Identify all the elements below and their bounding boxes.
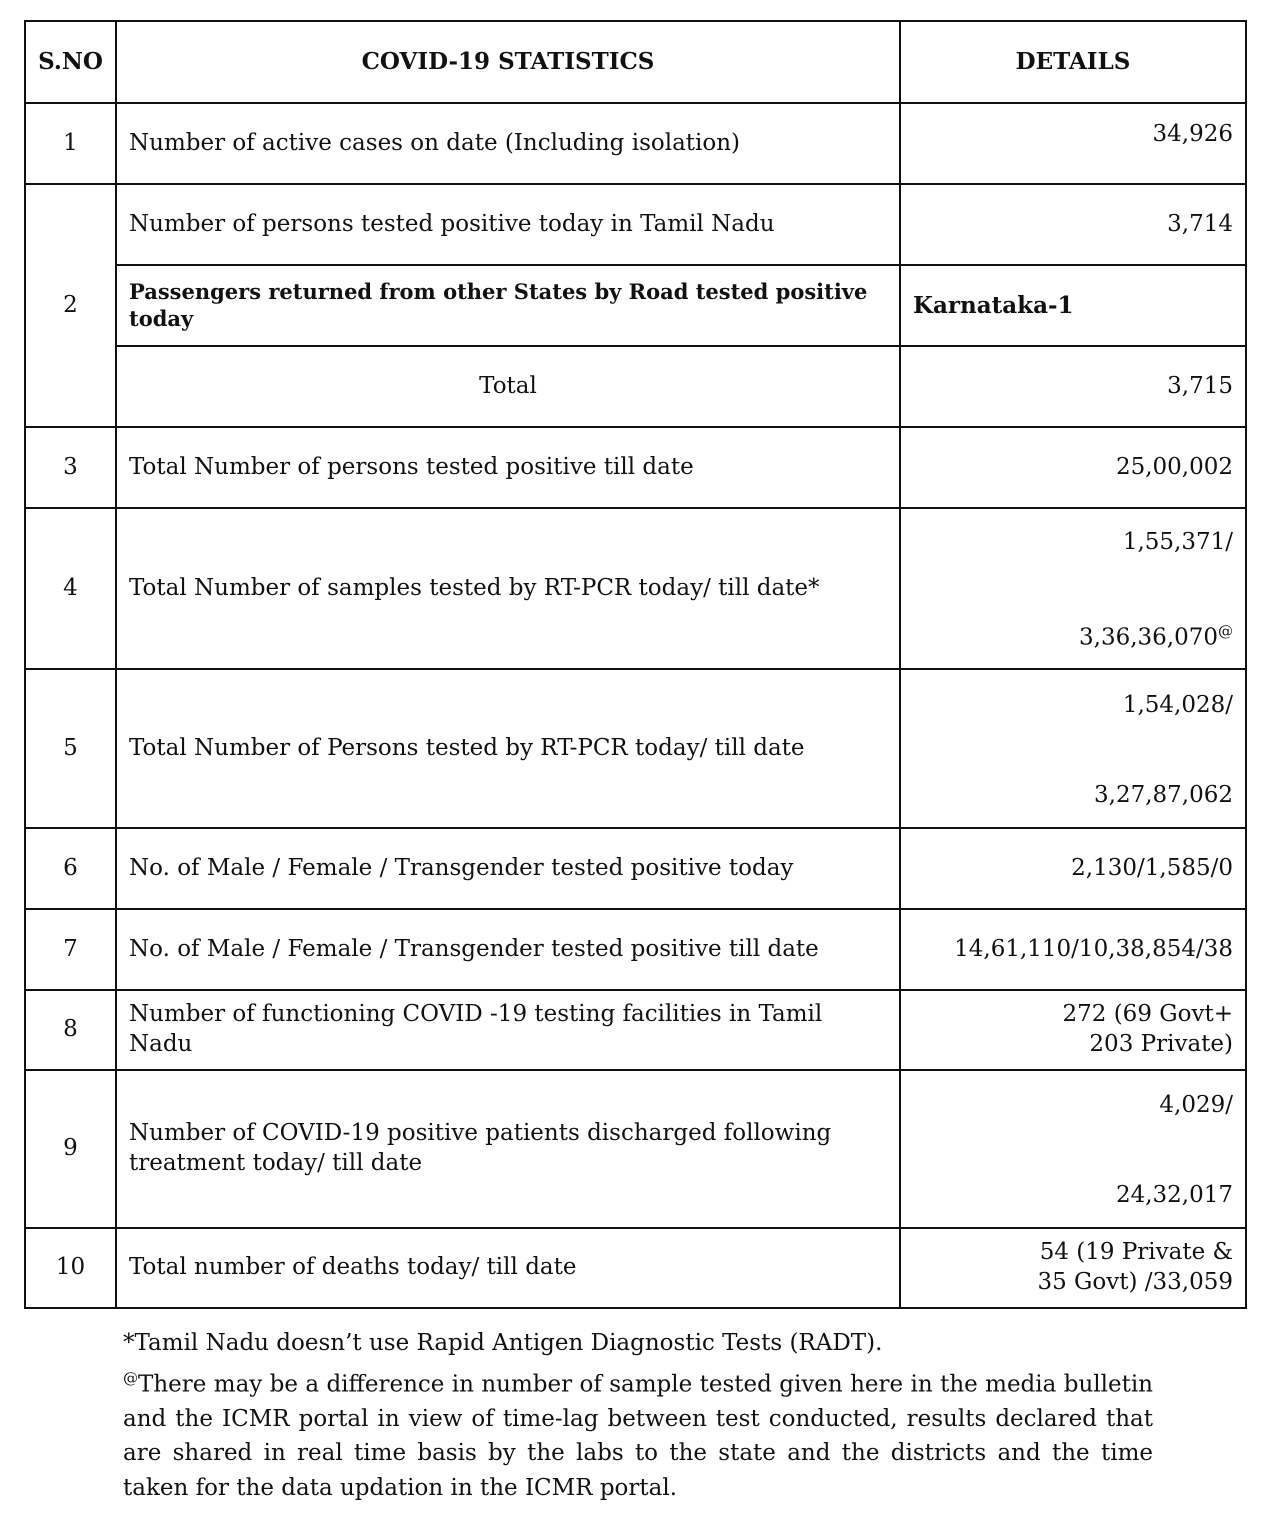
table-row: [25, 508, 1246, 669]
row-statistic: Passengers returned from other States by Road tested positive today: [116, 265, 900, 346]
table-row: [25, 828, 1246, 909]
row-statistic: Total Number of persons tested positive till date: [116, 427, 900, 508]
details-line: 272 (69 Govt+: [1062, 1001, 1233, 1028]
header-statistics: COVID-19 STATISTICS: [116, 21, 900, 103]
row-statistic: Total number of deaths today/ till date: [116, 1228, 900, 1308]
row-details: [900, 508, 1246, 669]
row-sno: 7: [25, 909, 116, 990]
row-statistic: Total: [116, 346, 900, 427]
row-sno: 4: [25, 508, 116, 669]
row-statistic: Total Number of samples tested by RT-PCR today/ till date*: [116, 508, 900, 669]
row-sno: 3: [25, 427, 116, 508]
row-sno: 6: [25, 828, 116, 909]
details-today: 4,029/: [1159, 1092, 1233, 1118]
row-sno: 8: [25, 990, 116, 1070]
row-details: 2,130/1,585/0: [900, 828, 1246, 909]
covid-statistics-table: [24, 20, 1247, 1309]
table-row: [25, 1070, 1246, 1228]
details-line: 35 Govt) /33,059: [1037, 1269, 1233, 1295]
table-row: [25, 990, 1246, 1070]
header-details: DETAILS: [900, 21, 1246, 103]
row-details: [900, 669, 1246, 828]
details-till-date: 3,36,36,070@: [1079, 621, 1233, 651]
details-today: 1,54,028/: [1122, 691, 1233, 718]
row-statistic: Number of active cases on date (Including isolation): [116, 103, 900, 184]
row-details: 14,61,110/10,38,854/38: [900, 909, 1246, 990]
row-details: 3,715: [900, 346, 1246, 427]
footnote-radt: *Tamil Nadu doesn’t use Rapid Antigen Diagnostic Tests (RADT).: [123, 1330, 883, 1356]
details-today: 1,55,371/: [1122, 528, 1233, 555]
row-statistic: Number of COVID-19 positive patients discharged following treatment today/ till date: [116, 1070, 900, 1228]
table-row: [25, 265, 1246, 346]
row-statistic: Total Number of Persons tested by RT-PCR today/ till date: [116, 669, 900, 828]
table-row: [25, 184, 1246, 265]
row-details: [900, 990, 1246, 1070]
table-row: [25, 669, 1246, 828]
row-statistic: No. of Male / Female / Transgender tested positive till date: [116, 909, 900, 990]
row-sno: 5: [25, 669, 116, 828]
details-line: 54 (19 Private &: [1039, 1239, 1233, 1266]
table-row: [25, 909, 1246, 990]
table-row: [25, 103, 1246, 184]
footnote-icmr: @There may be a difference in number of sample tested given here in the media bulletin and the ICMR portal in view of time-lag between test conducted, results declared that are shared in real time basis by the labs to the state and the districts and the time taken for the data updation in the ICMR portal.: [123, 1368, 1153, 1501]
row-details: [900, 1070, 1246, 1228]
row-sno: 9: [25, 1070, 116, 1228]
row-sno: 10: [25, 1228, 116, 1308]
table-row: [25, 346, 1246, 427]
row-statistic: No. of Male / Female / Transgender tested positive today: [116, 828, 900, 909]
row-details: 25,00,002: [900, 427, 1246, 508]
header-sno: S.NO: [25, 21, 116, 103]
details-till-date: 3,27,87,062: [1094, 781, 1233, 808]
table-row: [25, 1228, 1246, 1308]
footnotes: [123, 1326, 1153, 1511]
row-statistic: Number of functioning COVID -19 testing facilities in Tamil Nadu: [116, 990, 900, 1070]
row-details: Karnataka-1: [900, 265, 1246, 346]
details-till-date: 24,32,017: [1115, 1182, 1233, 1209]
row-details: 34,926: [900, 103, 1246, 184]
row-sno: 1: [25, 103, 116, 184]
row-sno: 2: [25, 184, 116, 427]
row-details: [900, 1228, 1246, 1308]
row-details: 3,714: [900, 184, 1246, 265]
table-header-row: [25, 21, 1246, 103]
row-statistic: Number of persons tested positive today in Tamil Nadu: [116, 184, 900, 265]
details-line: 203 Private): [1089, 1031, 1233, 1057]
table-row: [25, 427, 1246, 508]
